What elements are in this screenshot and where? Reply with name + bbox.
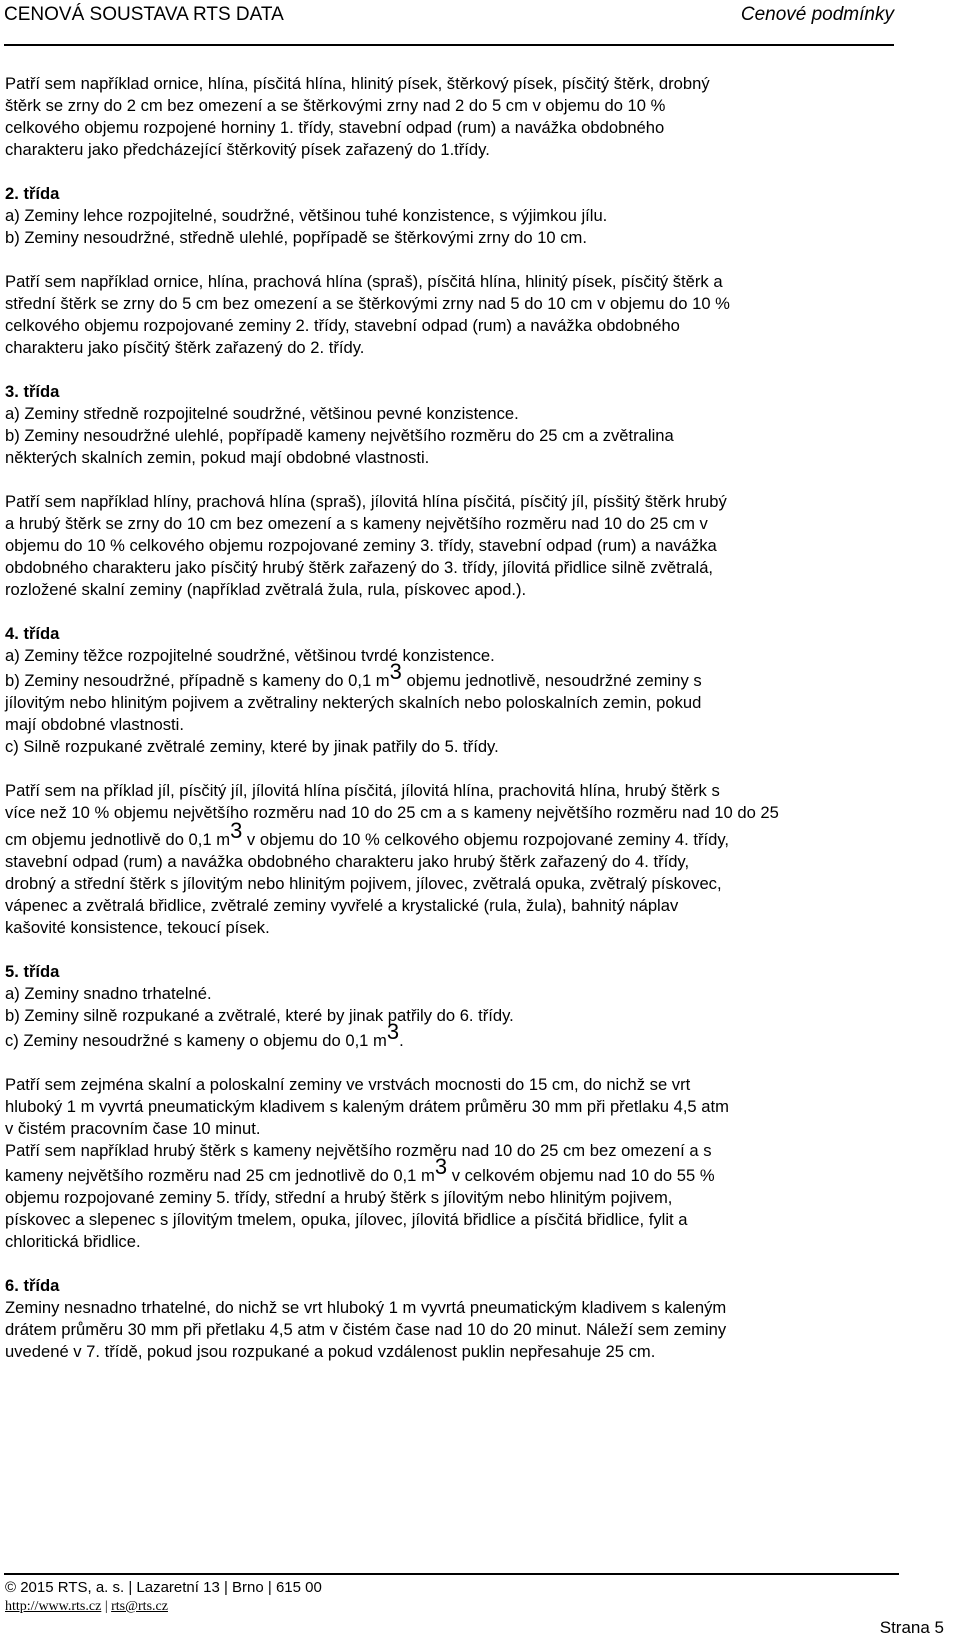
list-item-text: b) Zeminy nesoudržné, případně s kameny do 0,1 m xyxy=(5,671,390,690)
footer-address: © 2015 RTS, a. s. | Lazaretní 13 | Brno | 615 00 xyxy=(5,1579,322,1596)
text-line: celkového objemu rozpojované zeminy 2. třídy, stavební odpad (rum) a navážka obdobného xyxy=(5,316,680,335)
email-link[interactable]: rts@rts.cz xyxy=(111,1599,168,1614)
footer-separator: | xyxy=(101,1599,112,1614)
class-3-paragraph xyxy=(5,491,935,601)
class-5-paragraph xyxy=(5,1074,935,1253)
list-item: c) Silně rozpukané zvětralé zeminy, které by jinak patřily do 5. třídy. xyxy=(5,737,499,756)
class-3-items xyxy=(5,403,935,469)
text-line: Patří sem na příklad jíl, písčitý jíl, jílovitá hlína písčitá, jílovitá hlína, prachovitá hlína, hrubý štěrk s xyxy=(5,781,720,800)
text-line: objemu do 10 % celkového objemu rozpojované zeminy 3. třídy, stavební odpad (rum) a navážka xyxy=(5,536,717,555)
list-item: b) Zeminy silně rozpukané a zvětralé, které by jinak patřily do 6. třídy. xyxy=(5,1006,514,1025)
intro-paragraph xyxy=(5,73,935,161)
footer-divider xyxy=(4,1573,899,1575)
class-5-items xyxy=(5,983,935,1052)
text-line: objemu rozpojované zeminy 5. třídy, střední a hrubý štěrk s jílovitým nebo hlinitým pojivem, xyxy=(5,1188,673,1207)
text-line: chloritická břidlice. xyxy=(5,1232,141,1251)
superscript: 3 xyxy=(386,1019,400,1044)
class-4-items xyxy=(5,645,935,758)
text-line: kašovité konsistence, tekoucí písek. xyxy=(5,918,270,937)
class-2-items xyxy=(5,205,935,249)
text-line: uvedené v 7. třídě, pokud jsou rozpukané a pokud vzdálenost puklin nepřesahuje 25 cm. xyxy=(5,1342,656,1361)
list-item-text: c) Zeminy nesoudržné s kameny o objemu do 0,1 m xyxy=(5,1031,387,1050)
text-line: střední štěrk se zrny do 5 cm bez omezení a se štěrkovými zrny nad 5 do 10 cm v objemu do 10 % xyxy=(5,294,730,313)
text-line xyxy=(5,818,935,851)
superscript: 3 xyxy=(434,1154,448,1179)
list-item: a) Zeminy snadno trhatelné. xyxy=(5,984,212,1003)
class-2-heading: 2. třída xyxy=(5,184,60,203)
text-line: celkového objemu rozpojené horniny 1. třídy, stavební odpad (rum) a navážka obdobného xyxy=(5,118,665,137)
text-segment: v celkovém objemu nad 10 do 55 % xyxy=(447,1166,715,1185)
text-line: stavební odpad (rum) a navážka obdobného charakteru jako hrubý štěrk zařazený do 4. třídy, xyxy=(5,852,690,871)
page-number: Strana 5 xyxy=(879,1618,944,1637)
class-4-heading: 4. třída xyxy=(5,624,60,643)
text-line: více než 10 % objemu největšího rozměru nad 10 do 25 cm a s kameny největšího rozměru nad 10 do 25 xyxy=(5,803,779,822)
text-line: Patří sem zejména skalní a poloskalní zeminy ve vrstvách mocnosti do 15 cm, do nichž se vrt xyxy=(5,1075,691,1094)
list-item xyxy=(5,659,935,692)
text-line: drátem průměru 30 mm při přetlaku 4,5 atm v čistém čase nad 10 do 20 minut. Náleží sem zeminy xyxy=(5,1320,727,1339)
text-line: a hrubý štěrk se zrny do 10 cm bez omezení a s kameny největšího rozměru nad 10 do 25 cm v xyxy=(5,514,708,533)
list-item: některých skalních zemin, pokud mají obdobné vlastnosti. xyxy=(5,448,430,467)
page-footer xyxy=(5,1578,322,1616)
list-item xyxy=(5,1019,935,1052)
list-item: a) Zeminy lehce rozpojitelné, soudržné, většinou tuhé konzistence, s výjimkou jílu. xyxy=(5,206,608,225)
text-line: Patří sem například hlíny, prachová hlína (spraš), jílovitá hlína písčitá, písčitý jíl, písšitý štěrk hrubý xyxy=(5,492,727,511)
text-line: Patří sem například ornice, hlína, písčitá hlína, hlinitý písek, štěrkový písek, písčitý štěrk, drobný xyxy=(5,74,710,93)
superscript: 3 xyxy=(389,659,402,684)
superscript: 3 xyxy=(230,818,243,843)
list-item: mají obdobné vlastnosti. xyxy=(5,715,184,734)
text-line: hluboký 1 m vyvrtá pneumatickým kladivem s kaleným drátem průměru 30 mm při přetlaku 4,5 atm xyxy=(5,1097,729,1116)
text-line: štěrk se zrny do 2 cm bez omezení a se štěrkovými zrny nad 2 do 5 cm v objemu do 10 % xyxy=(5,96,666,115)
list-item-text: objemu jednotlivě, nesoudržné zeminy s xyxy=(401,671,702,690)
text-line: drobný a střední štěrk s jílovitým nebo hlinitým pojivem, jílovec, zvětralá opuka, zvětralý pískovec, xyxy=(5,874,722,893)
list-item-text: . xyxy=(399,1031,404,1050)
class-2-paragraph xyxy=(5,271,935,359)
list-item: a) Zeminy těžce rozpojitelné soudržné, většinou tvrdé konzistence. xyxy=(5,646,495,665)
page-header xyxy=(4,4,894,46)
text-line: charakteru jako předcházející štěrkovitý písek zařazený do 1.třídy. xyxy=(5,140,490,159)
class-5-heading: 5. třída xyxy=(5,962,60,981)
document-body xyxy=(5,73,935,1363)
text-segment: cm objemu jednotlivě do 0,1 m xyxy=(5,830,231,849)
text-line: Zeminy nesnadno trhatelné, do nichž se vrt hluboký 1 m vyvrtá pneumatickým kladivem s kaleným xyxy=(5,1298,727,1317)
text-line: v čistém pracovním čase 10 minut. xyxy=(5,1119,261,1138)
text-line xyxy=(5,1154,935,1187)
list-item: b) Zeminy nesoudržné, středně ulehlé, popřípadě se štěrkovými zrny do 10 cm. xyxy=(5,228,587,247)
website-link[interactable]: http://www.rts.cz xyxy=(5,1599,102,1614)
text-line: vápenec a zvětralá břidlice, zvětralé zeminy vyvřelé a krystalické (rula, žula), bahnitý náplav xyxy=(5,896,679,915)
header-section: Cenové podmínky xyxy=(740,4,894,25)
list-item: b) Zeminy nesoudržné ulehlé, popřípadě kameny největšího rozměru do 25 cm a zvětralina xyxy=(5,426,674,445)
text-line: rozložené skalní zeminy (například zvětralá žula, rula, pískovec apod.). xyxy=(5,580,527,599)
class-6-paragraph xyxy=(5,1297,935,1363)
text-segment: kameny největšího rozměru nad 25 cm jednotlivě do 0,1 m xyxy=(5,1166,435,1185)
text-segment: v objemu do 10 % celkového objemu rozpojované zeminy 4. třídy, xyxy=(242,830,730,849)
text-line: obdobného charakteru jako písčitý hrubý štěrk zařazený do 3. třídy, jílovitá přidlice silně zvětralá, xyxy=(5,558,714,577)
text-line: charakteru jako písčitý štěrk zařazený do 2. třídy. xyxy=(5,338,365,357)
list-item: a) Zeminy středně rozpojitelné soudržné, většinou pevné konzistence. xyxy=(5,404,519,423)
list-item: jílovitým nebo hlinitým pojivem a zvětraliny nekterých skalních nebo poloskalních zemin, pokud xyxy=(5,693,702,712)
text-line: Patří sem například ornice, hlína, prachová hlína (spraš), písčitá hlína, hlinitý písek, písčitý štěrk a xyxy=(5,272,723,291)
footer-links xyxy=(5,1597,322,1616)
text-line: Patří sem například hrubý štěrk s kameny největšího rozměru nad 10 do 25 cm bez omezení a s xyxy=(5,1141,712,1160)
header-title: CENOVÁ SOUSTAVA RTS DATA xyxy=(4,4,284,25)
class-3-heading: 3. třída xyxy=(5,382,60,401)
class-6-heading: 6. třída xyxy=(5,1276,60,1295)
text-line: pískovec a slepenec s jílovitým tmelem, opuka, jílovec, jílovitá břidlice a písčitá břidlice, fylit a xyxy=(5,1210,688,1229)
class-4-paragraph xyxy=(5,780,935,939)
